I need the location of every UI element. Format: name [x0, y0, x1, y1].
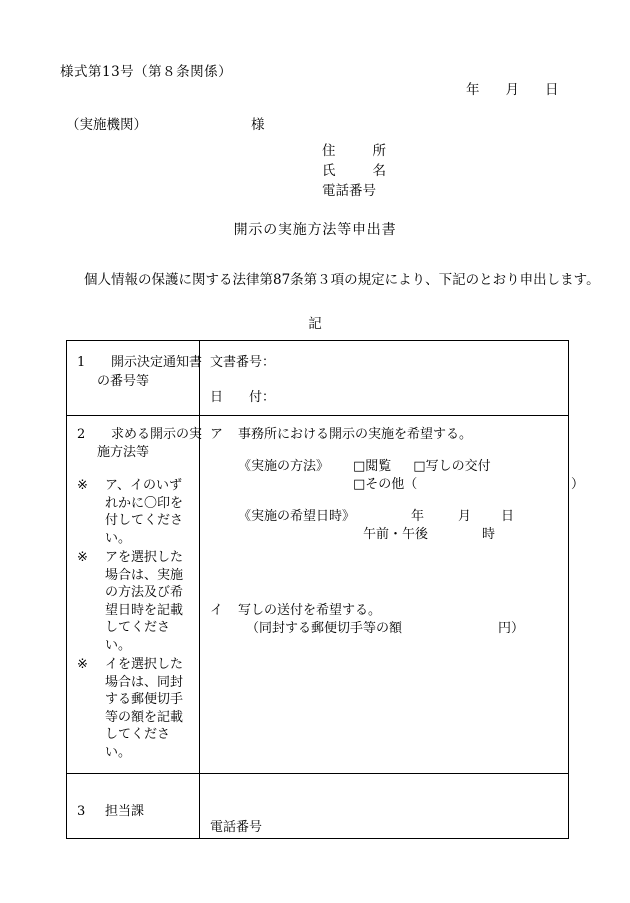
row1-label-cell — [67, 341, 203, 416]
table-row-1 — [67, 341, 569, 416]
row3-label-text: 担当課 — [105, 804, 145, 819]
note-mark-icon: ※ — [77, 478, 88, 493]
option-a-row[interactable] — [210, 426, 560, 444]
date-month-label: 月 — [505, 82, 519, 98]
document-number-colon: ： — [262, 355, 276, 370]
agency-honorific: 様 — [251, 117, 265, 133]
datetime-label: 《実施の希望日時》 — [238, 509, 356, 524]
row2-note — [77, 549, 191, 654]
option-b-mark: イ — [210, 603, 224, 618]
row2-body-cell — [200, 416, 585, 774]
row2-number: 2 — [77, 427, 86, 442]
ampm-selector[interactable]: 午前・午後 — [363, 527, 429, 542]
date-line — [466, 78, 559, 98]
method-label: 《実施の方法》 — [238, 459, 330, 474]
date-year-label: 年 — [466, 82, 480, 98]
applicant-name-row — [322, 161, 386, 181]
checkbox-other-paren-close: ） — [571, 477, 585, 492]
applicant-info-block — [322, 141, 386, 201]
disclosure-method-block — [210, 458, 585, 494]
row2-label-line2: 施方法等 — [97, 444, 150, 460]
document-date-colon: ： — [262, 390, 276, 405]
agency-row — [66, 113, 265, 133]
row3-label-cell — [67, 774, 200, 839]
document-date-label: 日付 — [210, 390, 262, 405]
checkbox-browse[interactable]: □閲覧 — [353, 459, 392, 474]
desired-datetime-block — [210, 508, 560, 544]
agency-label: （実施機関） — [66, 117, 147, 133]
option-b-row[interactable] — [210, 602, 560, 638]
row1-number: 1 — [77, 355, 86, 370]
document-title: 開示の実施方法等申出書 — [233, 222, 397, 238]
desired-month-label: 月 — [458, 509, 472, 524]
checkbox-other[interactable]: □その他（ — [353, 477, 418, 492]
stamp-amount-prefix: （同封する郵便切手等の額 — [246, 621, 403, 636]
stamp-amount-suffix: 円） — [498, 621, 525, 636]
table-row-3 — [67, 774, 569, 839]
applicant-phone-row — [322, 181, 386, 201]
row3-number: 3 — [77, 804, 86, 819]
department-phone-field[interactable]: 電話番号 — [210, 820, 263, 835]
note-mark-icon: ※ — [77, 550, 88, 565]
form-table — [66, 340, 585, 839]
row3-body-cell — [200, 774, 569, 839]
row1-label-line2: の番号等 — [97, 374, 150, 389]
desired-hour-label: 時 — [482, 527, 496, 542]
intro-paragraph: 個人情報の保護に関する法律第87条第３項の規定により、下記のとおり申出します。 — [84, 272, 600, 288]
form-number: 様式第13号（第８条関係） — [60, 64, 233, 80]
option-a-text: 事務所における開示の実施を希望する。 — [238, 427, 473, 442]
table-row-2 — [67, 416, 569, 774]
document-number-label: 文書番号 — [210, 355, 263, 370]
row1-label-line1: 開示決定通知書 — [111, 355, 203, 370]
note-text: イを選択した場合は、同封する郵便切手等の額を記載してください。 — [105, 657, 184, 760]
row1-body-cell — [200, 341, 569, 416]
applicant-address-label: 住所 — [322, 143, 386, 159]
row2-label-cell — [67, 416, 203, 774]
note-text: アを選択した場合は、実施の方法及び希望日時を記載してください。 — [105, 550, 184, 653]
ki-marker: 記 — [308, 316, 322, 332]
applicant-phone-label: 電話番号 — [322, 183, 376, 199]
document-date-field[interactable] — [210, 386, 560, 405]
checkbox-copy-delivery[interactable]: □写しの交付 — [413, 459, 491, 474]
option-a-mark: ア — [210, 427, 224, 442]
date-day-label: 日 — [545, 82, 559, 98]
document-number-field[interactable] — [210, 351, 560, 370]
row2-note — [77, 656, 191, 761]
option-b-text: 写しの送付を希望する。 — [238, 603, 382, 618]
row2-note — [77, 477, 191, 547]
note-mark-icon: ※ — [77, 657, 88, 672]
row2-label-line1: 求める開示の実 — [111, 427, 203, 442]
desired-day-label: 日 — [501, 509, 515, 524]
desired-year-label: 年 — [411, 509, 425, 524]
applicant-address-row — [322, 141, 386, 161]
applicant-name-label: 氏名 — [322, 163, 386, 179]
note-text: ア、イのいずれかに〇印を付してください。 — [105, 478, 184, 546]
